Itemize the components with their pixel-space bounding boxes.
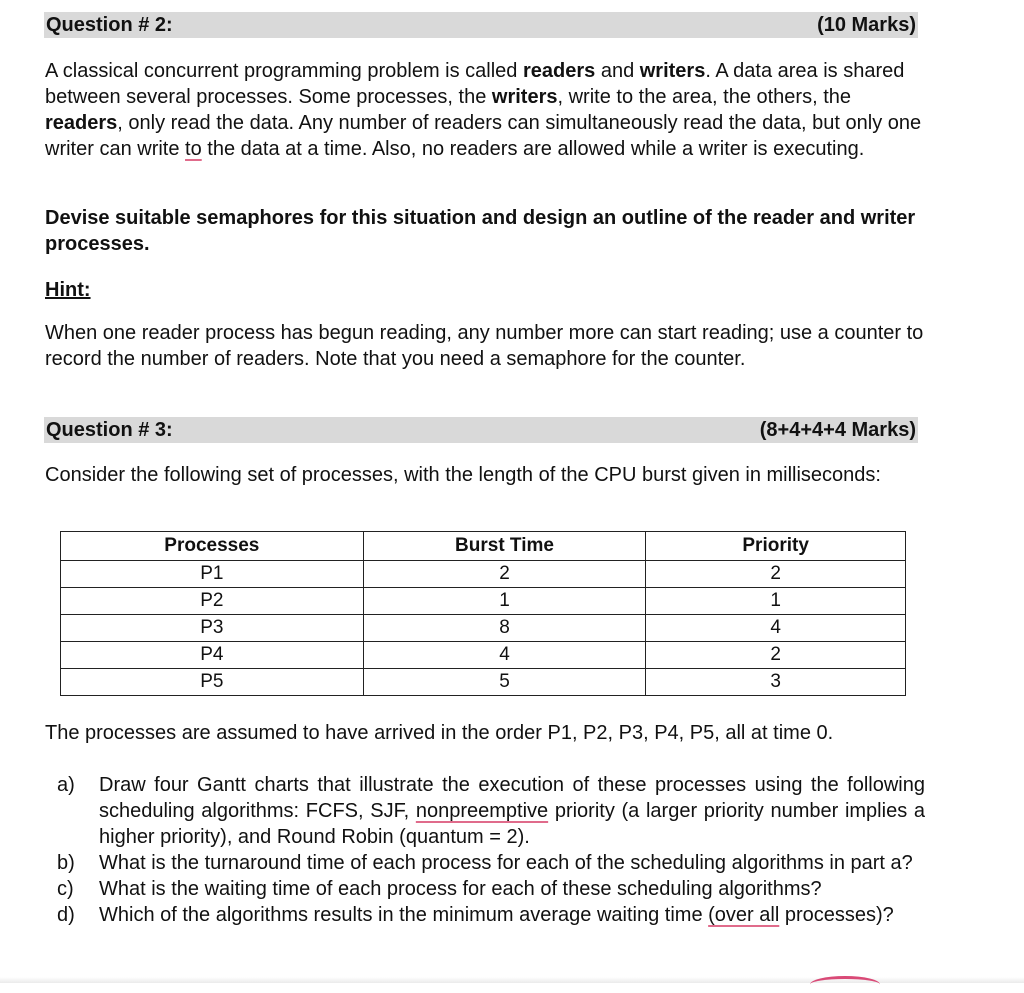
- arrival-note: The processes are assumed to have arrived in the order P1, P2, P3, P4, P5, all at time 0.: [45, 722, 834, 744]
- sub-question-text: Which of the algorithms results in the minimum average waiting time: [99, 904, 709, 926]
- table-cell: 1: [646, 588, 906, 615]
- table-cell: 2: [646, 642, 906, 669]
- spellcheck-underlined-word: (over all: [708, 904, 780, 926]
- table-cell: P5: [61, 669, 364, 696]
- table-row: [61, 642, 906, 669]
- table-cell: 5: [363, 669, 646, 696]
- intro-bold-readers: readers: [45, 112, 118, 134]
- list-item: [45, 772, 925, 850]
- table-row: [61, 669, 906, 696]
- question-3-marks: (8+4+4+4 Marks): [759, 419, 916, 441]
- table-row: [61, 615, 906, 642]
- table-cell: 1: [363, 588, 646, 615]
- list-item: [45, 876, 925, 902]
- intro-text: A classical concurrent programming problem is called: [45, 60, 523, 82]
- intro-text: , only read the data. Any number of readers can simultaneously read the data, but only one writer can write: [45, 112, 922, 160]
- intro-text: and: [595, 60, 640, 82]
- table-cell: 4: [646, 615, 906, 642]
- list-item: [45, 850, 925, 876]
- question-2-marks: (10 Marks): [817, 14, 916, 36]
- cursor-arc-decoration: [810, 976, 880, 993]
- question-3-title: Question # 3:: [46, 419, 173, 441]
- table-cell: 4: [363, 642, 646, 669]
- table-cell: 3: [646, 669, 906, 696]
- sub-question-text: What is the waiting time of each process for each of these scheduling algorithms?: [99, 878, 822, 900]
- sub-question-text: processes)?: [779, 904, 894, 926]
- question-2-title: Question # 2:: [46, 14, 173, 36]
- hint-text: When one reader process has begun reading, any number more can start reading; use a counter to record the number of readers. Note that you need a semaphore for the counter.: [45, 322, 924, 370]
- sub-question-text: What is the turnaround time of each process for each of the scheduling algorithms in part a?: [99, 852, 913, 874]
- table-cell: P3: [61, 615, 364, 642]
- table-cell: P2: [61, 588, 364, 615]
- table-header-row: [61, 532, 906, 561]
- table-cell: 2: [646, 561, 906, 588]
- question-2-task: Devise suitable semaphores for this situation and design an outline of the reader and writer processes.: [45, 207, 916, 255]
- sub-question-list: [45, 772, 925, 928]
- table-cell: P4: [61, 642, 364, 669]
- question-2-intro: [45, 58, 925, 162]
- hint-label: Hint:: [45, 279, 91, 301]
- question-3-intro: Consider the following set of processes, with the length of the CPU burst given in milliseconds:: [45, 464, 881, 486]
- intro-bold-writers: writers: [491, 86, 558, 108]
- question-3-header: [44, 417, 918, 443]
- sub-question-text: Draw four Gantt charts that illustrate the execution of these processes using the following scheduling algorithms: FCFS, SJF,: [99, 774, 925, 822]
- table-cell: P1: [61, 561, 364, 588]
- question-2-header: [44, 12, 918, 38]
- intro-bold-writers: writers: [639, 60, 706, 82]
- column-header: Processes: [61, 532, 364, 561]
- column-header: Priority: [646, 532, 906, 561]
- sub-question-label: a): [57, 774, 75, 796]
- intro-text: . A data area is shared between several processes. Some processes, the: [45, 60, 905, 108]
- intro-text: the data at a time. Also, no readers are allowed while a writer is executing.: [201, 138, 865, 160]
- column-header: Burst Time: [363, 532, 646, 561]
- spellcheck-underlined-word: nonpreemptive: [415, 800, 549, 822]
- table-cell: 8: [363, 615, 646, 642]
- list-item: [45, 902, 925, 928]
- process-table: [60, 531, 906, 696]
- intro-text: , write to the area, the others, the: [557, 86, 851, 108]
- table-row: [61, 561, 906, 588]
- table-row: [61, 588, 906, 615]
- sub-question-text: priority (a larger priority number implies a higher priority), and Round Robin (quantum = 2).: [99, 800, 925, 848]
- sub-question-label: b): [57, 852, 75, 874]
- spellcheck-underlined-word: to: [185, 138, 202, 160]
- sub-question-label: c): [57, 878, 74, 900]
- sub-question-label: d): [57, 904, 75, 926]
- table-cell: 2: [363, 561, 646, 588]
- intro-bold-readers: readers: [522, 60, 596, 82]
